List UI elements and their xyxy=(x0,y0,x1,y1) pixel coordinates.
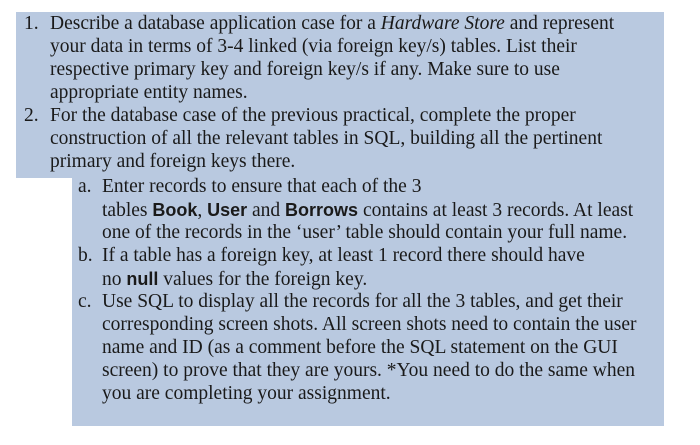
sub-b-line-2: no null values for the foreign key. xyxy=(102,269,368,290)
sub-a-line-3: one of the records in the ‘user’ table should contain your full name. xyxy=(102,222,628,243)
sub-c-line-3: name and ID (as a comment before the SQL statement on the GUI xyxy=(102,337,618,358)
hardware-store-emphasis: Hardware Store xyxy=(380,13,505,34)
sub-b-letter: b. xyxy=(78,245,93,266)
sub-c-line-4: screen) to prove that they are yours. *You need to do the same when xyxy=(102,360,636,381)
table-name-user: User xyxy=(207,200,248,220)
item-1-number: 1. xyxy=(24,13,39,34)
sub-b-line-1: If a table has a foreign key, at least 1 record there should have xyxy=(102,245,585,266)
sub-c-letter: c. xyxy=(78,291,92,312)
item-2-number: 2. xyxy=(24,105,39,126)
item-2-line-3: primary and foreign keys there. xyxy=(50,151,296,172)
table-name-book: Book xyxy=(152,200,198,220)
sub-c-line-2: corresponding screen shots. All screen shots need to contain the user xyxy=(102,314,637,335)
item-1-line-2: your data in terms of 3-4 linked (via foreign key/s) tables. List their xyxy=(50,36,577,57)
sub-c-line-5: you are completing your assignment. xyxy=(102,383,391,404)
sub-c-line-1: Use SQL to display all the records for all the 3 tables, and get their xyxy=(102,291,623,312)
item-1-line-3: respective primary key and foreign key/s if any. Make sure to use xyxy=(50,59,560,80)
sub-a-letter: a. xyxy=(78,176,92,197)
item-2-line-2: construction of all the relevant tables in SQL, building all the pertinent xyxy=(50,128,603,149)
item-2-line-1: For the database case of the previous practical, complete the proper xyxy=(50,105,576,126)
item-1-line-1: Describe a database application case for a Hardware Store and represent xyxy=(50,13,615,34)
table-name-borrows: Borrows xyxy=(285,200,359,220)
null-keyword: null xyxy=(126,269,159,289)
item-1-line-4: appropriate entity names. xyxy=(50,82,248,103)
sub-a-line-2: tables Book, User and Borrows contains at least 3 records. At least xyxy=(102,200,634,221)
sub-a-line-1: Enter records to ensure that each of the 3 xyxy=(102,176,422,197)
